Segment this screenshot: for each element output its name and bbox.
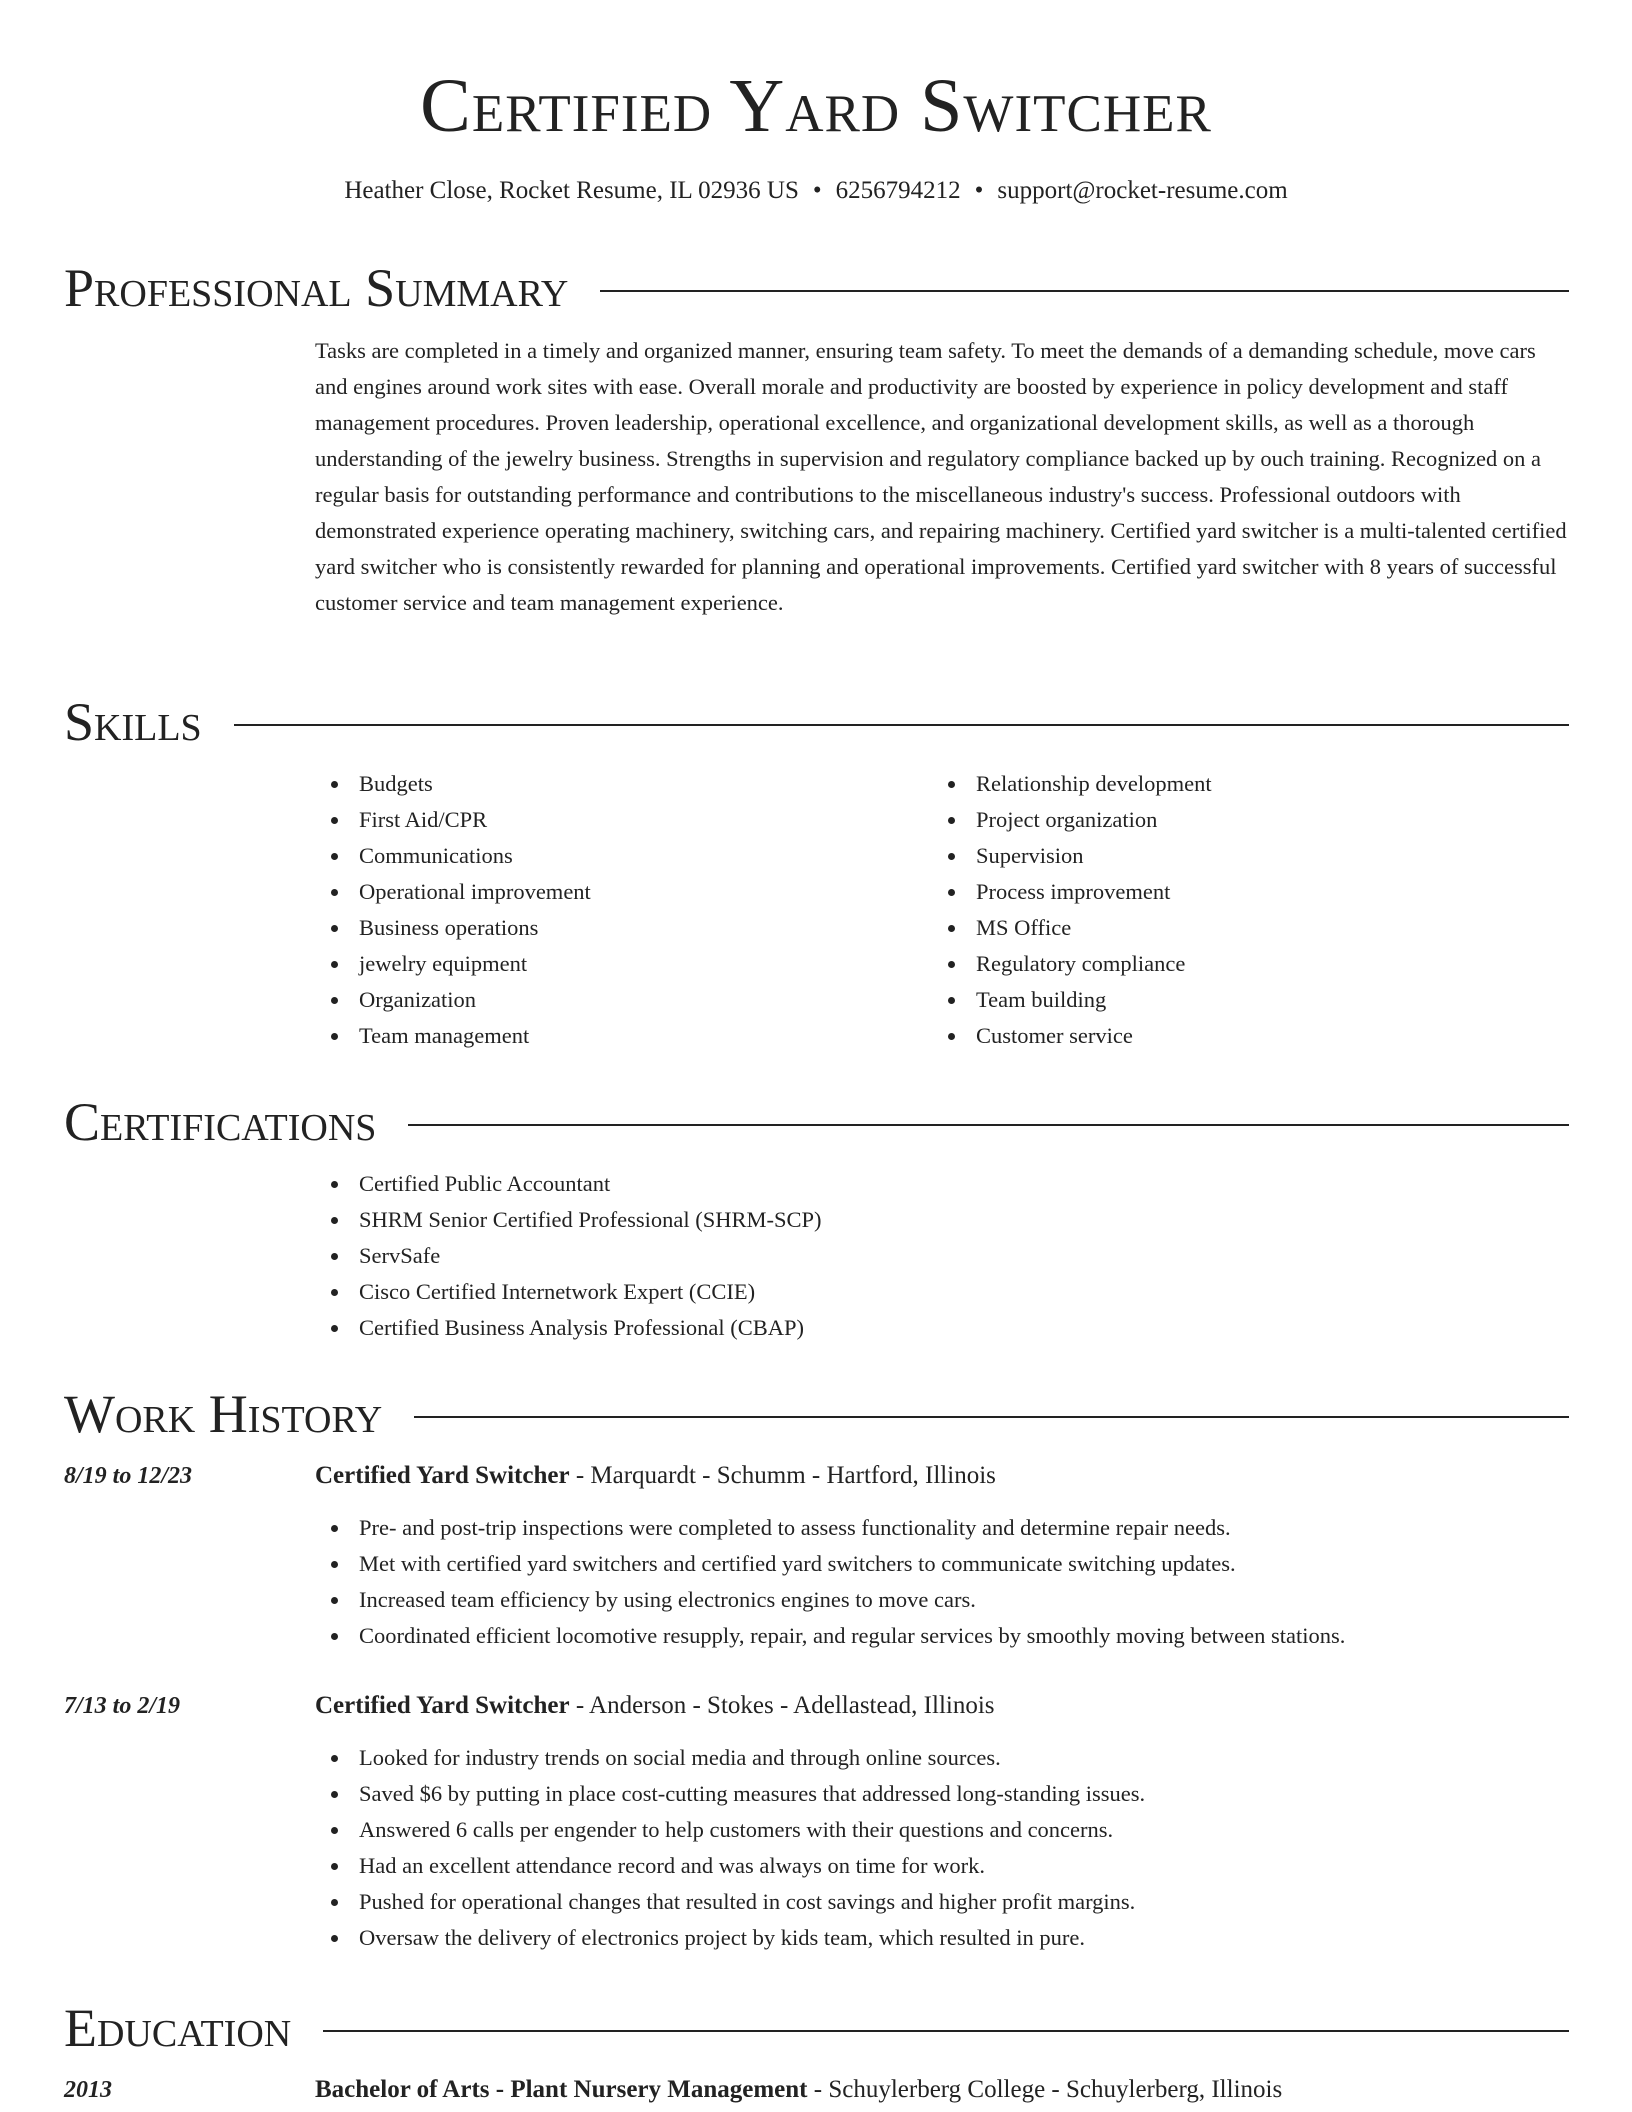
skill-item: MS Office — [932, 910, 1549, 946]
skill-item: Customer service — [932, 1018, 1549, 1054]
education-entry — [64, 2072, 1569, 2108]
job-role: Certified Yard Switcher — [315, 1692, 570, 1719]
skill-item: Team management — [315, 1018, 932, 1054]
section-divider — [408, 1124, 1569, 1126]
skill-item: Business operations — [315, 910, 932, 946]
job-duties — [315, 1510, 1569, 1654]
contact-address: Heather Close, Rocket Resume, IL 02936 US — [344, 177, 799, 204]
skill-item: Regulatory compliance — [932, 946, 1549, 982]
education-heading — [64, 1998, 1569, 2058]
summary-section — [64, 258, 1569, 621]
section-divider — [323, 2030, 1569, 2032]
skills-section — [64, 692, 1569, 1054]
skill-item: Supervision — [932, 838, 1549, 874]
section-title: Professional Summary — [64, 258, 569, 318]
duty-item: Coordinated efficient locomotive resupply, repair, and regular services by smoothly moving between stations. — [315, 1618, 1569, 1654]
education-degree: Bachelor of Arts - Plant Nursery Management — [315, 2076, 808, 2103]
contact-line — [0, 175, 1632, 207]
skill-item: Process improvement — [932, 874, 1549, 910]
skill-item: Relationship development — [932, 766, 1549, 802]
duty-item: Oversaw the delivery of electronics project by kids team, which resulted in pure. — [315, 1920, 1569, 1956]
education-heading-line — [315, 2072, 1569, 2108]
job-dates: 7/13 to 2/19 — [64, 1693, 181, 1719]
skill-item: First Aid/CPR — [315, 802, 932, 838]
job-entry — [64, 1688, 1569, 1956]
job-duties — [315, 1740, 1569, 1956]
section-title: Work History — [64, 1384, 383, 1444]
duty-item: Had an excellent attendance record and was always on time for work. — [315, 1848, 1569, 1884]
certifications-list — [315, 1166, 1569, 1346]
skill-item: Project organization — [932, 802, 1549, 838]
certifications-section — [64, 1092, 1569, 1346]
education-year: 2013 — [64, 2077, 112, 2103]
summary-text: Tasks are completed in a timely and organized manner, ensuring team safety. To meet the demands of a demanding schedule, move cars and engines around work sites with ease. Overall morale and productivity are boosted by experience in policy development and staff management procedures. Proven leadership, operational excellence, and organizational development skills, as well as a thorough understanding of the jewelry business. Strengths in supervision and regulatory compliance backed up by ouch training. Recognized on a regular basis for outstanding performance and contributions to the miscellaneous industry's success. Professional outdoors with demonstrated experience operating machinery, switching cars, and repairing machinery. Certified yard switcher is a multi-talented certified yard switcher who is consistently rewarded for planning and operational improvements. Certified yard switcher with 8 years of successful customer service and team management experience. — [315, 338, 1567, 615]
section-divider — [234, 724, 1569, 726]
job-heading — [315, 1688, 1569, 1724]
resume-name: Certified Yard Switcher — [420, 64, 1212, 148]
certification-item: ServSafe — [315, 1238, 1569, 1274]
duty-item: Pre- and post-trip inspections were completed to assess functionality and determine repair needs. — [315, 1510, 1569, 1546]
duty-item: Pushed for operational changes that resulted in cost savings and higher profit margins. — [315, 1884, 1569, 1920]
summary-heading — [64, 258, 1569, 318]
section-divider — [600, 290, 1569, 292]
skills-columns — [315, 766, 1569, 1054]
skills-column-left — [315, 766, 932, 1054]
skills-column-right — [932, 766, 1549, 1054]
skill-item: Communications — [315, 838, 932, 874]
contact-email: support@rocket-resume.com — [997, 177, 1288, 204]
job-employer: - Marquardt - Schumm - Hartford, Illinois — [569, 1462, 996, 1489]
duty-item: Answered 6 calls per engender to help customers with their questions and concerns. — [315, 1812, 1569, 1848]
section-divider — [414, 1416, 1569, 1418]
skill-item: jewelry equipment — [315, 946, 932, 982]
certification-item: Certified Public Accountant — [315, 1166, 1569, 1202]
skill-item: Budgets — [315, 766, 932, 802]
certification-item: Cisco Certified Internetwork Expert (CCIE) — [315, 1274, 1569, 1310]
job-dates: 8/19 to 12/23 — [64, 1463, 193, 1489]
job-role: Certified Yard Switcher — [315, 1462, 570, 1489]
skill-item: Operational improvement — [315, 874, 932, 910]
certification-item: SHRM Senior Certified Professional (SHRM-SCP) — [315, 1202, 1569, 1238]
job-entry — [64, 1458, 1569, 1654]
education-school: - Schuylerberg College - Schuylerberg, Illinois — [807, 2076, 1283, 2103]
duty-item: Looked for industry trends on social media and through online sources. — [315, 1740, 1569, 1776]
section-title: Skills — [64, 692, 202, 752]
duty-item: Met with certified yard switchers and certified yard switchers to communicate switching updates. — [315, 1546, 1569, 1582]
skills-heading — [64, 692, 1569, 752]
duty-item: Increased team efficiency by using electronics engines to move cars. — [315, 1582, 1569, 1618]
work-history-heading — [64, 1384, 1569, 1444]
skill-item: Team building — [932, 982, 1549, 1018]
contact-separator: • — [812, 177, 822, 204]
contact-separator: • — [974, 177, 984, 204]
certification-item: Certified Business Analysis Professional (CBAP) — [315, 1310, 1569, 1346]
contact-phone: 6256794212 — [835, 177, 961, 204]
certifications-heading — [64, 1092, 1569, 1152]
section-title: Certifications — [64, 1092, 377, 1152]
duty-item: Saved $6 by putting in place cost-cutting measures that addressed long-standing issues. — [315, 1776, 1569, 1812]
education-section — [64, 1998, 1569, 2108]
job-employer: - Anderson - Stokes - Adellastead, Illinois — [569, 1692, 995, 1719]
section-title: Education — [64, 1998, 292, 2058]
skill-item: Organization — [315, 982, 932, 1018]
job-heading — [315, 1458, 1569, 1494]
work-history-section — [64, 1384, 1569, 1956]
